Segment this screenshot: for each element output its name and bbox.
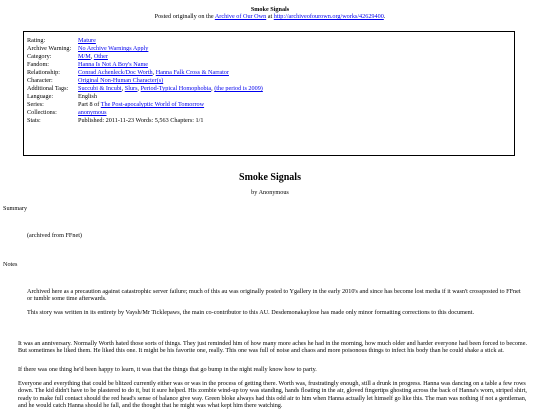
meta-row-collections [24, 109, 516, 117]
meta-row-language [24, 93, 516, 101]
summary-heading: Summary [3, 205, 28, 212]
category-link-mm[interactable]: M/M [78, 53, 91, 60]
tag-link-succubi[interactable]: Succubi & Incubi [78, 85, 122, 92]
notes-paragraph-1: Archived here as a precaution against catastrophic server failure; much of this au was originally posted to Ygallery in the early 2010's and since has become lost media if it wasn't crossposted to FFnet or tumblr some time afterwards. [27, 288, 521, 303]
meta-row-rating [24, 37, 516, 45]
meta-label-warning: Archive Warning: [27, 45, 72, 52]
relationship-separator: , [152, 69, 156, 76]
meta-label-series: Series: [27, 101, 44, 108]
character-link[interactable]: Original Non-Human Character(s) [78, 77, 164, 84]
header-title: Smoke Signals [250, 6, 290, 13]
notes-heading: Notes [3, 261, 18, 268]
meta-row-stats [24, 117, 516, 125]
meta-label-character: Character: [27, 77, 53, 84]
tag-separator: , [121, 85, 125, 92]
series-link[interactable]: The Post-apocalyptic World of Tomorrow [100, 101, 205, 108]
meta-label-tags: Additional Tags: [27, 85, 69, 92]
series-prefix: Part 8 of [78, 101, 100, 108]
meta-label-language: Language: [27, 93, 54, 100]
posted-line [0, 13, 540, 20]
work-url-link[interactable]: http://archiveofourown.org/works/42629400 [273, 13, 384, 20]
language-value: English [78, 93, 97, 100]
story-paragraph-2: If there was one thing he'd been happy to learn, it was that the things that go bump in the night really know how to party. [18, 366, 317, 373]
warning-link[interactable]: No Archive Warnings Apply [78, 45, 149, 52]
meta-row-relationship [24, 69, 516, 77]
tag-link-slurs[interactable]: Slurs [124, 85, 138, 92]
relationship-link-1[interactable]: Conrad Achenleck/Doc Worth [78, 69, 153, 76]
tag-separator: , [211, 85, 215, 92]
category-separator: , [90, 53, 94, 60]
summary-text: (archived from FFnet) [27, 232, 82, 239]
byline: by Anonymous [251, 189, 289, 196]
meta-row-category [24, 53, 516, 61]
relationship-link-2[interactable]: Hanna Falk Cross & Narrator [155, 69, 229, 76]
work-title: Smoke Signals [239, 172, 301, 183]
meta-label-fandom: Fandom: [27, 61, 50, 68]
posted-suffix: . [383, 13, 386, 20]
meta-label-relationship: Relationship: [27, 69, 60, 76]
meta-row-warning [24, 45, 516, 53]
tag-link-period[interactable]: (the period is 2009) [214, 85, 263, 92]
meta-row-tags [24, 85, 516, 93]
posted-at: at [267, 13, 273, 20]
meta-row-fandom [24, 61, 516, 69]
fandom-link[interactable]: Hanna Is Not A Boy's Name [78, 61, 149, 68]
meta-row-character [24, 77, 516, 85]
meta-box [23, 31, 515, 156]
archive-link[interactable]: Archive of Our Own [214, 13, 267, 20]
category-link-other[interactable]: Other [93, 53, 108, 60]
meta-label-category: Category: [27, 53, 52, 60]
meta-row-series [24, 101, 516, 109]
notes-paragraph-2: This story was written in its entirety by Vaysh/Mr Ticklepaws, the main co-contributor to this AU. Desdemonakaylose has made only minor formatting corrections to this document. [27, 309, 475, 316]
story-paragraph-1: It was an anniversary. Normally Worth hated those sorts of things. They just reminded him of how many more aches he had in the morning, how much older and harder everyone had been forced to become. But sometimes he liked them. He liked this one. It might be his favorite one, really. This one was full of noise and chaos and more poisonous things to infect his body than he could shake a stick at. [18, 340, 528, 355]
story-paragraph-3: Everyone and everything that could be blitzed currently either was or was in the process of getting there. Worth was, frustratingly enough, still a drunk in progress. Hanna was dancing on a table a few rows down. The kid didn't have to be plastered to do it, but it sure helped. His zombie wind-up toy was standing, hands floating in the air, gloved fingertips ghosting across the back of Hanna's worn, striped shirt, ready to make full contact should the red head's sense of balance give way. Green bloke always had this odd air to him when Hanna actually let himself go like this. The man was nothing if not a gentleman, and he would catch Hanna should he fall, and the thought that he might was what kept him there watching. [18, 380, 527, 410]
meta-label-rating: Rating: [27, 37, 46, 44]
meta-label-collections: Collections: [27, 109, 57, 116]
collection-link[interactable]: anonymous [78, 109, 107, 116]
meta-label-stats: Stats: [27, 117, 41, 124]
posted-prefix: Posted originally on the [154, 13, 214, 20]
stats-value: Published: 2011-11-23 Words: 5,563 Chapters: 1/1 [78, 117, 204, 124]
tag-separator: , [137, 85, 141, 92]
rating-link[interactable]: Mature [78, 37, 96, 44]
tag-link-homophobia[interactable]: Period-Typical Homophobia [140, 85, 212, 92]
